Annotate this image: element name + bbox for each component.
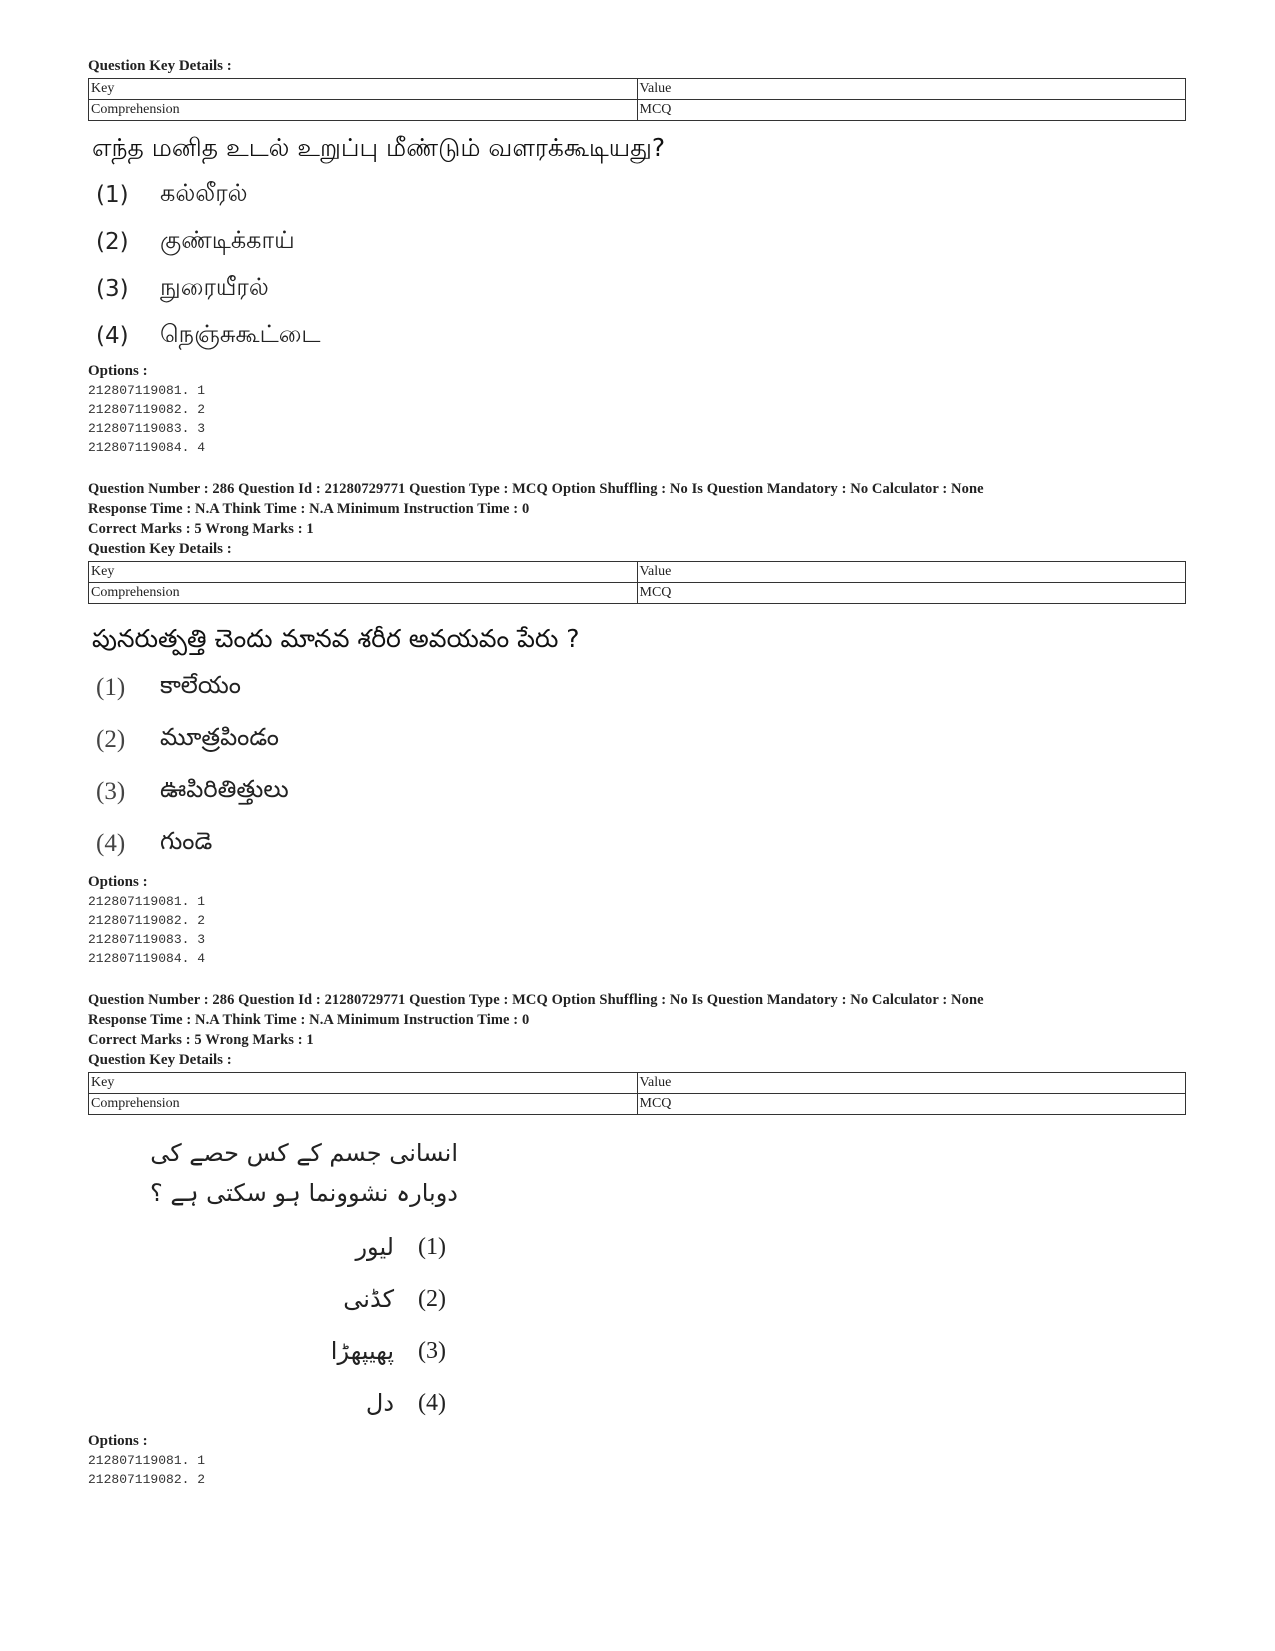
answer-option: [88, 1221, 458, 1273]
option-text: కాలేయం: [160, 671, 241, 699]
key-details-label: Question Key Details :: [88, 541, 232, 557]
question-block-urdu: [88, 990, 1198, 1489]
option-number: (4): [96, 322, 129, 349]
answer-options: [88, 171, 1198, 359]
answer-option: [88, 662, 1198, 714]
key-value-table: [88, 78, 1186, 121]
question-text: انسانی جسم کے کس حصے کی دوبارہ نشوونما ہو سکتی ہے ؟: [150, 1139, 458, 1207]
option-text: గుండె: [160, 827, 213, 855]
question-meta-line: Question Number : 286 Question Id : 21280729771 Question Type : MCQ Option Shuffling : No Is Question Mandatory : No Calculator : None: [88, 992, 984, 1008]
option-id: 212807119082. 2: [88, 913, 206, 928]
option-text: நெஞ்சுகூட்டை: [160, 320, 321, 348]
table-cell-value: MCQ: [637, 100, 1186, 121]
table-header-value: Value: [637, 79, 1186, 100]
key-details-label: Question Key Details :: [88, 58, 232, 74]
answer-option: [88, 714, 1198, 766]
option-number: (3): [418, 1337, 446, 1364]
option-number: (1): [418, 1233, 446, 1260]
option-number: (2): [96, 726, 126, 753]
marks-line: Correct Marks : 5 Wrong Marks : 1: [88, 1032, 314, 1048]
table-row: [89, 1094, 1186, 1115]
table-header-key: Key: [89, 1073, 638, 1094]
question-meta-line: Question Number : 286 Question Id : 21280729771 Question Type : MCQ Option Shuffling : No Is Question Mandatory : No Calculator : None: [88, 481, 984, 497]
option-id: 212807119083. 3: [88, 421, 206, 436]
option-id: 212807119084. 4: [88, 951, 206, 966]
option-text: کڈنی: [343, 1285, 394, 1313]
question-text: పునరుత్పత్తి చెందు మానవ శరీర అవయవం పేరు ?: [92, 624, 580, 653]
option-text: لیور: [355, 1233, 394, 1261]
option-text: நுரையீரல்: [160, 273, 269, 301]
question-timing-line: Response Time : N.A Think Time : N.A Minimum Instruction Time : 0: [88, 501, 530, 517]
question-block-tamil: [88, 56, 1198, 457]
option-number: (2): [418, 1285, 446, 1312]
answer-option: [88, 171, 1198, 218]
key-details-label: Question Key Details :: [88, 1052, 232, 1068]
question-block-telugu: [88, 479, 1198, 968]
answer-option: [88, 1377, 458, 1429]
table-cell-key: Comprehension: [89, 583, 638, 604]
option-number: (1): [96, 674, 126, 701]
question-timing-line: Response Time : N.A Think Time : N.A Minimum Instruction Time : 0: [88, 1012, 530, 1028]
answer-option: [88, 312, 1198, 359]
table-cell-value: MCQ: [637, 583, 1186, 604]
option-id: 212807119082. 2: [88, 402, 206, 417]
option-text: پھیپھڑا: [330, 1337, 394, 1365]
key-value-table: [88, 561, 1186, 604]
option-number: (2): [96, 228, 129, 255]
marks-line: Correct Marks : 5 Wrong Marks : 1: [88, 521, 314, 537]
option-id: 212807119082. 2: [88, 1472, 206, 1487]
option-id: 212807119084. 4: [88, 440, 206, 455]
option-number: (1): [96, 181, 129, 208]
question-text: எந்த மனித உடல் உறுப்பு மீண்டும் வளரக்கூடியது?: [92, 133, 666, 162]
table-header-value: Value: [637, 1073, 1186, 1094]
options-label: Options :: [88, 363, 148, 379]
option-number: (3): [96, 275, 129, 302]
options-label: Options :: [88, 874, 148, 890]
table-cell-value: MCQ: [637, 1094, 1186, 1115]
table-cell-key: Comprehension: [89, 100, 638, 121]
options-label: Options :: [88, 1433, 148, 1449]
option-number: (4): [96, 830, 126, 857]
table-row: [89, 100, 1186, 121]
answer-option: [88, 265, 1198, 312]
option-id: 212807119083. 3: [88, 932, 206, 947]
table-header-value: Value: [637, 562, 1186, 583]
answer-option: [88, 818, 1198, 870]
option-text: ఊపిరితిత్తులు: [160, 775, 289, 803]
answer-options: [88, 1221, 1198, 1429]
table-cell-key: Comprehension: [89, 1094, 638, 1115]
option-number: (4): [418, 1389, 446, 1416]
answer-options: [88, 662, 1198, 870]
table-header-key: Key: [89, 79, 638, 100]
answer-option: [88, 1325, 458, 1377]
table-header-row: [89, 562, 1186, 583]
answer-option: [88, 218, 1198, 265]
option-text: கல்லீரல்: [160, 179, 248, 207]
key-value-table: [88, 1072, 1186, 1115]
table-row: [89, 583, 1186, 604]
option-number: (3): [96, 778, 126, 805]
option-text: మూత్రపిండం: [160, 723, 279, 751]
option-text: دل: [365, 1389, 394, 1417]
answer-option: [88, 766, 1198, 818]
option-id: 212807119081. 1: [88, 383, 206, 398]
table-header-key: Key: [89, 562, 638, 583]
question-paper-page: [88, 56, 1198, 1489]
table-header-row: [89, 1073, 1186, 1094]
option-id: 212807119081. 1: [88, 894, 206, 909]
option-text: குண்டிக்காய்: [160, 226, 295, 254]
answer-option: [88, 1273, 458, 1325]
option-id-list: [88, 1451, 1198, 1489]
option-id: 212807119081. 1: [88, 1453, 206, 1468]
option-id-list: [88, 892, 1198, 968]
table-header-row: [89, 79, 1186, 100]
option-id-list: [88, 381, 1198, 457]
